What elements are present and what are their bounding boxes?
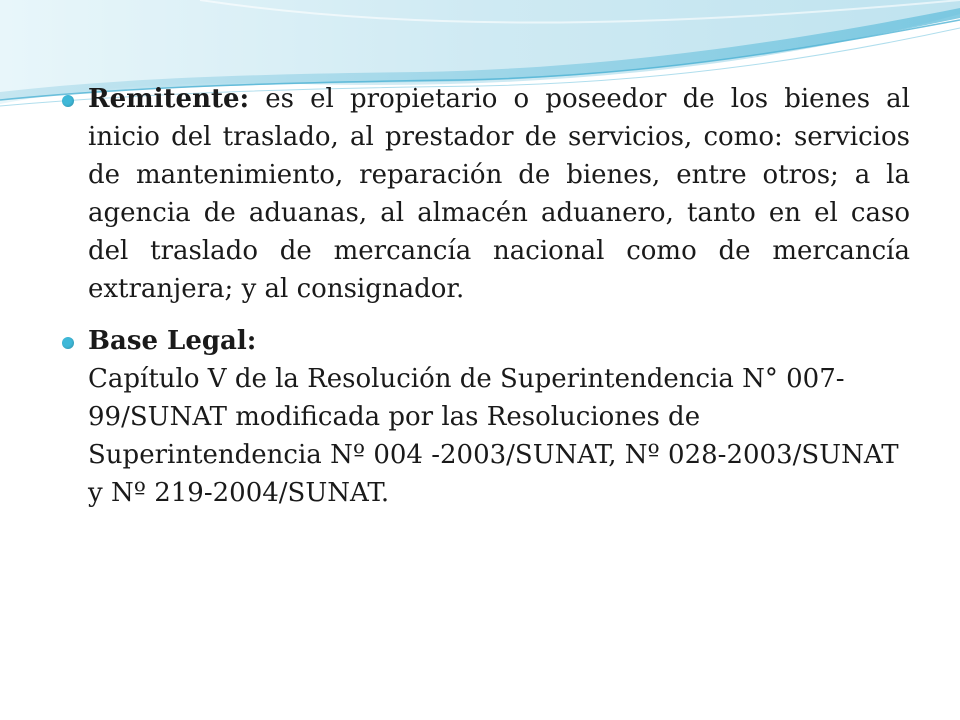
bullet-term: Remitente: — [88, 84, 250, 114]
bullet-term: Base Legal: — [88, 326, 257, 356]
bullet-text: es el propietario o poseedor de los bienes al inicio del traslado, al prestador de servicios, como: servicios de mantenimiento, reparación de bienes, entre otros; a la agencia de aduanas, al almacén aduanero, tanto en el caso del traslado de mercancía nacional como de mercancía extranjera; y al consignador. — [88, 84, 910, 304]
bullet-text: Capítulo V de la Resolución de Superintendencia N° 007-99/SUNAT modificada por las Resoluciones de Superintendencia Nº 004 -2003/SUNAT, Nº 028-2003/SUNAT y Nº 219-2004/SUNAT. — [88, 364, 899, 508]
bullet-dot-icon — [62, 337, 74, 349]
slide-content — [62, 80, 910, 526]
bullet-dot-icon — [62, 95, 74, 107]
bullet-item-remitente — [62, 80, 910, 308]
bullet-item-base-legal — [62, 322, 910, 512]
bullet-paragraph — [88, 80, 910, 308]
